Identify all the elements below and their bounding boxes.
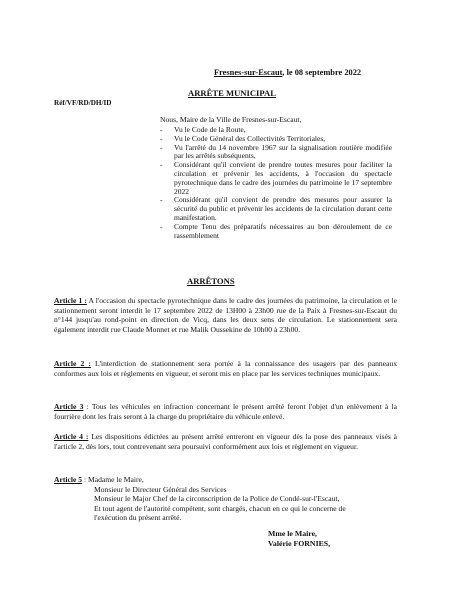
article-text: : Tous les véhicules en infraction concernant le présent arrêté feront l'objet d'un enlèvement à la fourrière dont les frais seront à la charge du propriétaire du véhicule enlevé. (54, 402, 398, 421)
visa-text: Vu l'arrêté du 14 novembre 1967 sur la signalisation routière modifiée par les arrêtés subséquents, (174, 142, 392, 161)
visa-item: - Considérant qu'il convient de prendre toutes mesures pour faciliter la circulation et prévenir les accidents, à l'occasion du spectacle pyrotechnique dans le cadre des journées du patrimoine le 17 septembre 2022 (160, 160, 392, 196)
article-label: Article 4 : (54, 432, 89, 441)
visa-text: Considérant qu'il convient de prendre toutes mesures pour faciliter la circulation et prévenir les accidents, à l'occasion du spectacle pyrotechnique dans le cadre des journées du patrimoine le 17 septembre 2022 (174, 160, 392, 196)
signatory-title: Mme le Maire, (268, 529, 317, 538)
visa-text: Compte Tenu des préparatifs nécessaires au bon déroulement de ce rassemblement (174, 221, 392, 240)
article-1 (54, 296, 397, 334)
article-3 (54, 402, 397, 421)
visa-text: Considérant qu'il convient de prendre des mesures pour assurer la sécurité du public et prévenir les accidents de la circulation durant cette manifestation. (174, 195, 392, 222)
intro-text: Nous, Maire de la Ville de Fresnes-sur-Escaut, (160, 115, 302, 124)
article-label: Article 3 (54, 402, 84, 411)
article-text: : Madame le Maire, (82, 475, 144, 484)
visa-item: - Vu le Code Général des Collectivités Territoriales, (160, 133, 326, 143)
execution-line: Et tout agent de l'autorité compétent, sont chargés, chacun en ce qui le concerne de (94, 503, 346, 513)
reference-code: Réf/VF/RD/DH/ID (54, 99, 112, 107)
article-text: Les dispositions édictées au présent arrêté entreront en vigueur dès la pose des panneaux visés à l'article 2, dès lors, tout contrevenant sera poursuivi conformément aux lois et règlement en vigueur. (54, 432, 397, 451)
visa-item: - Compte Tenu des préparatifs nécessaires au bon déroulement de ce rassemblement (160, 221, 392, 240)
visa-text: Vu le Code Général des Collectivités Territoriales, (174, 133, 326, 143)
visas-list (160, 126, 392, 240)
place-name: Fresnes-sur-Escaut (214, 68, 283, 77)
execution-line: l'exécution du présent arrêté. (94, 513, 182, 523)
article-text: L'interdiction de stationnement sera portée à la connaissance des usagers par des panneaux conformes aux lois et règlements en vigueur, et seront mis en place par les services techniques municipaux. (54, 359, 397, 378)
decision-heading: ARRÊTONS (187, 276, 235, 286)
article-text: A l'occasion du spectacle pyrotechnique dans le cadre des journées du patrimoine, la circulation et le stationnement seront interdit le 17 septembre 2022 de 13H00 à 23h00 rue de la Paix à Fresnes-sur-Escaut du n°144 jusqu'au rond-point en direction de Vicq, dans les deux sens de circulation. Le stationnement sera également interdit rue Claude Monnet et rue Malik Oussekine de 10h00 à 23h00. (54, 296, 398, 334)
article-label: Article 2 : (54, 359, 91, 368)
recipient-line: Monsieur le Major Chef de la circonscription de la Police de Condé-sur-l'Escaut, (94, 494, 340, 504)
signature-block (268, 529, 330, 550)
recipient-line: Monsieur le Directeur Général des Services (94, 484, 227, 494)
article-4 (54, 432, 397, 451)
visa-item: - Vu l'arrêté du 14 novembre 1967 sur la signalisation routière modifiée par les arrêtés subséquents, (160, 142, 392, 161)
visa-item: - Considérant qu'il convient de prendre des mesures pour assurer la sécurité du public et prévenir les accidents de la circulation durant cette manifestation. (160, 195, 392, 222)
article-5-first-line (54, 475, 397, 485)
article-2 (54, 359, 397, 378)
signatory-name: Valérie FORNIES, (268, 539, 331, 549)
visa-text: Vu le Code de la Route, (174, 125, 246, 134)
place-date-line (214, 68, 361, 77)
visa-item: - Vu le Code de la Route, (160, 125, 246, 134)
article-label: Article 1 : (54, 296, 87, 305)
document-title: ARRÊTE MUNICIPAL (188, 88, 276, 98)
date-text: , le 08 septembre 2022 (282, 68, 362, 77)
article-label: Article 5 (54, 475, 83, 484)
article-5 (54, 475, 397, 523)
